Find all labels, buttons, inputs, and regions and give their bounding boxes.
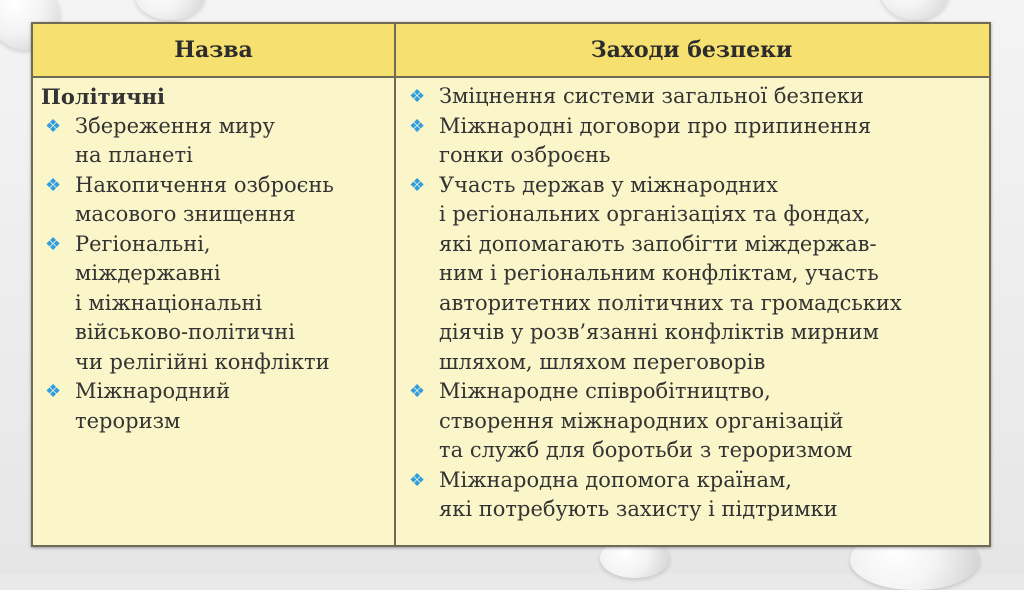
header-name: Назва (174, 37, 253, 63)
list-item: ❖ Участь держав у міжнародних і регіональних організаціях та фондах, які допомагають запобігти міждержав- ним і регіональним конфліктам, участь авторитетних політичних та громадських діячів у розв’язанні конфліктів мирним шляхом, шляхом переговорів (409, 172, 902, 374)
list-item: ❖ Збереження миру на планеті (45, 113, 275, 167)
diamond-bullet-icon: ❖ (409, 115, 426, 137)
diamond-bullet-icon: ❖ (409, 86, 426, 107)
list-item: ❖ Міжнародний тероризм (45, 379, 231, 433)
list-item: ❖ Міжнародна допомога країнам, які потребують захисту і підтримки (409, 467, 838, 521)
diamond-bullet-icon: ❖ (45, 174, 62, 196)
diamond-bullet-icon: ❖ (45, 233, 62, 255)
diamond-bullet-icon: ❖ (409, 174, 426, 196)
security-measures-table (31, 22, 991, 547)
list-item: ❖ Накопичення озброєнь масового знищення (45, 172, 334, 226)
header-security-measures: Заходи безпеки (590, 37, 793, 63)
table-header-row (33, 24, 989, 78)
category-title: Політичні (41, 84, 165, 109)
diamond-bullet-icon: ❖ (45, 381, 62, 402)
diamond-bullet-icon: ❖ (409, 381, 426, 402)
list-item: ❖ Зміцнення системи загальної безпеки (405, 82, 990, 112)
measures-column (405, 82, 990, 525)
diamond-bullet-icon: ❖ (45, 115, 62, 137)
list-item: ❖ Міжнародні договори про припинення гонки озброєнь (409, 113, 872, 167)
threats-column (41, 82, 391, 436)
diamond-bullet-icon: ❖ (409, 469, 426, 491)
column-divider (394, 24, 396, 545)
list-item: ❖ Міжнародне співробітництво, створення міжнародних організацій та служб для боротьби з тероризмом (409, 379, 853, 462)
list-item: ❖ Регіональні, міждержавні і міжнаціональні військово-політичні чи релігійні конфлікти (45, 231, 330, 374)
